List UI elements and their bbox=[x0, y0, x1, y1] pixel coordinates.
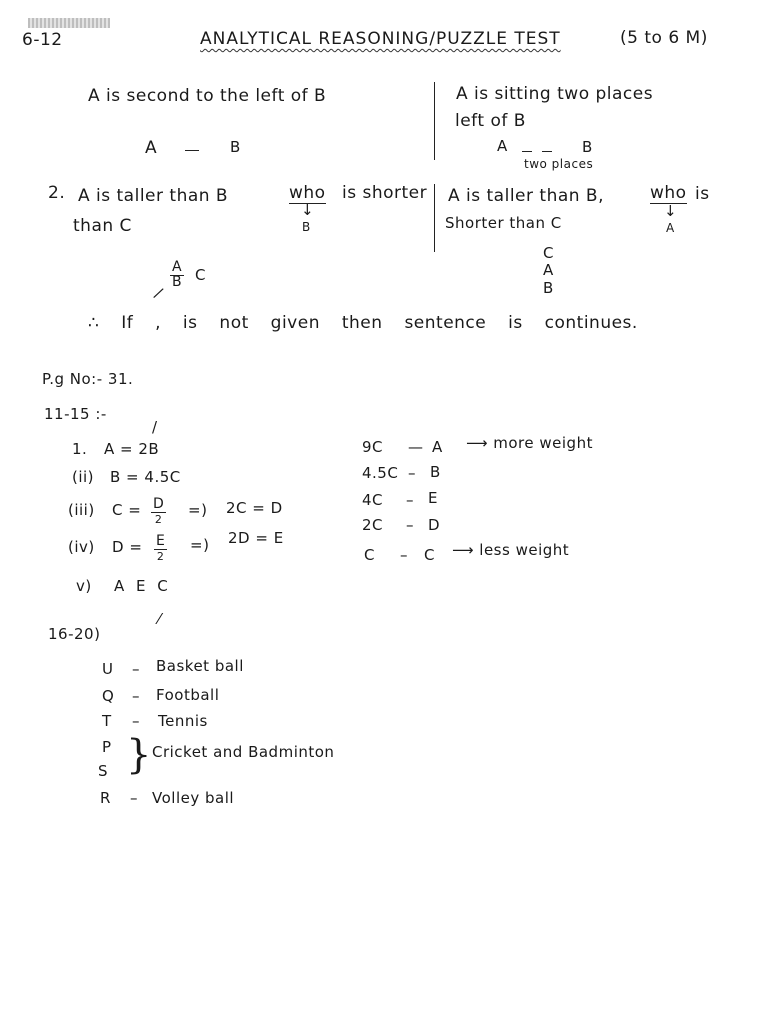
s2-left-line1a: A is taller than B bbox=[78, 186, 229, 206]
q11-item4-fraction bbox=[154, 533, 167, 563]
s1-left-a: A bbox=[145, 138, 158, 158]
scan-smudge bbox=[28, 18, 110, 28]
q16-tick: ⁄ bbox=[158, 610, 162, 628]
s2-stack-1: C bbox=[543, 244, 554, 262]
q11-item2-eq: B = 4.5C bbox=[110, 468, 181, 486]
q11-tick: / bbox=[152, 418, 158, 436]
s2-right-line1b: is bbox=[695, 184, 710, 204]
q16-brace-val: Cricket and Badminton bbox=[152, 743, 335, 761]
q16-row1-key: U bbox=[102, 660, 114, 678]
page-reference: P.g No:- 31. bbox=[42, 370, 134, 388]
weight-row4-lhs: 2C bbox=[362, 516, 384, 534]
weight-row2-rhs: B bbox=[430, 463, 441, 481]
q11-item4-frac-num: E bbox=[156, 533, 165, 549]
s2-left-arrow-label: B bbox=[302, 220, 311, 234]
q11-item3-frac-den: 2 bbox=[154, 513, 162, 526]
s1-right-dash1 bbox=[522, 151, 532, 152]
s1-left-b: B bbox=[230, 138, 241, 156]
s1-divider bbox=[434, 82, 435, 160]
s2-left-line1b: is shorter bbox=[342, 183, 428, 203]
q11-item4-lhs: D = bbox=[112, 538, 143, 556]
weight-row3-rhs: E bbox=[428, 489, 438, 507]
q11-item3-result: 2C = D bbox=[226, 499, 283, 517]
q16-row1-dash: – bbox=[132, 660, 140, 678]
s2-frac-num: A bbox=[172, 259, 182, 275]
weight-row5-note: ⟶ less weight bbox=[452, 541, 570, 559]
weight-row1-note: ⟶ more weight bbox=[466, 434, 593, 452]
weight-row5-dash: – bbox=[400, 546, 408, 564]
weight-row5-lhs: C bbox=[364, 546, 375, 564]
s1-left-dash bbox=[185, 150, 199, 151]
s2-stack-3: B bbox=[543, 279, 554, 297]
weight-row2-lhs: 4.5C bbox=[362, 464, 399, 482]
s2-right-arrow: ↓ bbox=[664, 202, 678, 220]
s2-divider bbox=[434, 184, 435, 252]
q11-item4-arrow: =) bbox=[190, 536, 210, 554]
q11-item3-frac-num: D bbox=[153, 496, 164, 512]
s2-right-line2: Shorter than C bbox=[445, 214, 562, 232]
weight-row2-dash: – bbox=[408, 464, 416, 482]
s2-frac-side: C bbox=[195, 266, 206, 284]
s2-tick-mark: / bbox=[151, 283, 166, 303]
q16-row3-key: T bbox=[102, 712, 112, 730]
s2-left-who: who bbox=[289, 183, 326, 203]
s2-right-arrow-label: A bbox=[666, 221, 675, 235]
q16-last-key: R bbox=[100, 789, 111, 807]
s2-frac-den: B bbox=[171, 274, 182, 290]
weight-row3-lhs: 4C bbox=[362, 491, 384, 509]
s2-left-line2: than C bbox=[73, 216, 132, 236]
s1-left-text: A is second to the left of B bbox=[88, 86, 327, 106]
page-number: 6-12 bbox=[22, 30, 63, 50]
q11-item4-num: (iv) bbox=[68, 538, 95, 556]
s1-right-a: A bbox=[497, 137, 508, 155]
q11-item4-frac-den: 2 bbox=[156, 550, 164, 563]
q16-last-dash: – bbox=[130, 789, 138, 807]
s1-right-note: two places bbox=[524, 157, 594, 171]
s2-number: 2. bbox=[48, 183, 66, 203]
q11-item5-num: v) bbox=[76, 577, 92, 595]
s2-right-who: who bbox=[650, 183, 687, 203]
weight-row1-dash: — bbox=[408, 438, 424, 456]
s2-fraction bbox=[170, 259, 184, 289]
weight-row1-lhs: 9C bbox=[362, 438, 384, 456]
q16-row3-val: Tennis bbox=[158, 712, 208, 730]
weight-row4-rhs: D bbox=[428, 516, 441, 534]
q16-row2-key: Q bbox=[102, 687, 115, 705]
s1-right-line2: left of B bbox=[455, 111, 526, 131]
q16-brace-key2: S bbox=[98, 762, 109, 780]
q11-item4-result: 2D = E bbox=[228, 529, 284, 547]
q11-item1-num: 1. bbox=[72, 440, 88, 458]
q11-item2-num: (ii) bbox=[72, 468, 95, 486]
s1-right-dash2 bbox=[542, 151, 552, 152]
q11-label: 11-15 :- bbox=[44, 405, 107, 423]
q16-row1-val: Basket ball bbox=[156, 657, 244, 675]
q11-item3-fraction bbox=[151, 496, 166, 526]
weight-row5-rhs: C bbox=[424, 546, 435, 564]
q11-item3-num: (iii) bbox=[68, 501, 95, 519]
q11-item3-arrow: =) bbox=[188, 501, 208, 519]
page-title: ANALYTICAL REASONING/PUZZLE TEST bbox=[200, 29, 561, 49]
q16-label: 16-20) bbox=[48, 625, 101, 643]
s2-right-line1a: A is taller than B, bbox=[448, 186, 605, 206]
q16-last-val: Volley ball bbox=[152, 789, 235, 807]
q16-row2-val: Football bbox=[156, 686, 220, 704]
q16-brace-key1: P bbox=[102, 738, 112, 756]
s2-conclusion: ∴ If , is not given then sentence is continues. bbox=[88, 313, 638, 333]
s2-stack-2: A bbox=[543, 261, 554, 279]
q11-item3-lhs: C = bbox=[112, 501, 142, 519]
s1-right-line1: A is sitting two places bbox=[456, 84, 654, 104]
q11-item1-eq: A = 2B bbox=[104, 440, 160, 458]
weight-row4-dash: – bbox=[406, 516, 414, 534]
q11-item5-eq: A E C bbox=[114, 577, 169, 595]
weight-row3-dash: – bbox=[406, 491, 414, 509]
q16-row3-dash: – bbox=[132, 712, 140, 730]
q16-curly-brace: } bbox=[126, 732, 152, 778]
q16-row2-dash: – bbox=[132, 687, 140, 705]
s2-left-arrow: ↓ bbox=[301, 201, 315, 219]
s1-right-b: B bbox=[582, 138, 593, 156]
time-note: (5 to 6 M) bbox=[620, 28, 708, 48]
weight-row1-rhs: A bbox=[432, 438, 443, 456]
